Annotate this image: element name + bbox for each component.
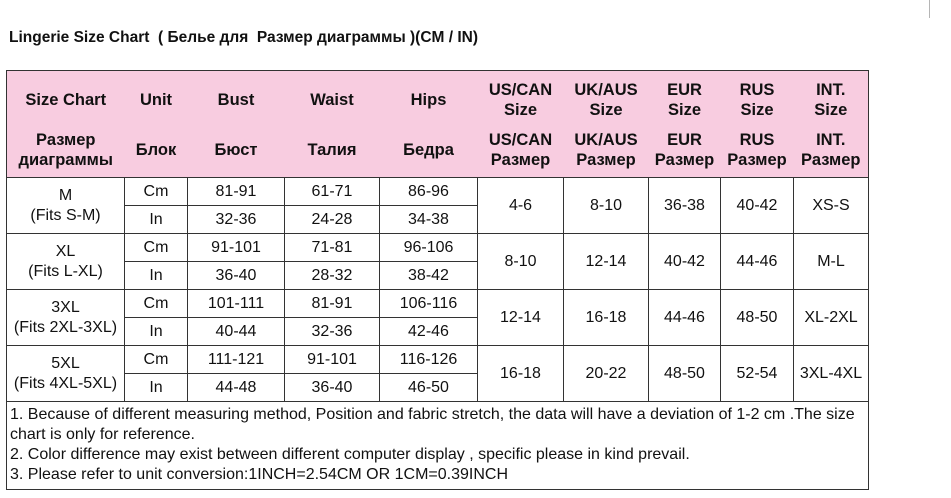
header-text-line: RUS [739,130,775,149]
size-fits-label: (Fits 2XL-3XL) [13,318,118,336]
bust-cm-cell: 81-91 [188,178,285,206]
header-text-line: UK/AUS [574,80,638,99]
unit-cm-cell: Cm [125,234,188,262]
header-uk-aus-size-cell [564,125,649,178]
hips-in-cell: 46-50 [380,374,478,402]
header-text-line: Size [814,100,848,119]
bust-cm-cell: 91-101 [188,234,285,262]
int-size-cell: XL-2XL [794,290,869,346]
header-text-line: US/CAN [488,80,553,99]
size-row-cm [7,234,869,262]
bust-in-cell: 40-44 [188,318,285,346]
bust-cm-cell: 101-111 [188,290,285,318]
int-size-cell: 3XL-4XL [794,346,869,402]
us-can-size-cell: 4-6 [478,178,564,234]
size-fits-label: (Fits L-XL) [28,262,103,280]
size-fits-label: (Fits 4XL-5XL) [13,374,118,392]
bust-in-cell: 36-40 [188,262,285,290]
header-unit-cell: Unit [125,71,188,125]
header-text-line: Size [589,100,623,119]
header-row-english [7,71,869,125]
header-hips-cell: Hips [380,71,478,125]
unit-in-cell: In [125,374,188,402]
header-row-russian [7,125,869,178]
size-label: 5XL [51,354,80,372]
unit-in-cell: In [125,318,188,346]
waist-cm-cell: 61-71 [285,178,380,206]
edge-divider [929,0,930,18]
waist-cm-cell: 71-81 [285,234,380,262]
header-us-can-size-cell [478,71,564,125]
us-can-size-cell: 8-10 [478,234,564,290]
size-label: 3XL [51,298,80,316]
header-text-line: INT. [816,80,846,99]
rus-size-cell: 52-54 [721,346,794,402]
header-unit-cell: Блок [125,125,188,178]
header-bust-cell: Бюст [188,125,285,178]
size-label: M [58,186,73,204]
hips-in-cell: 34-38 [380,206,478,234]
rus-size-cell: 48-50 [721,290,794,346]
unit-cm-cell: Cm [125,178,188,206]
size-chart-table [6,70,869,490]
size-row-cm [7,290,869,318]
waist-cm-cell: 91-101 [285,346,380,374]
size-name-cell [7,290,125,346]
us-can-size-cell: 12-14 [478,290,564,346]
uk-aus-size-cell: 20-22 [564,346,649,402]
int-size-cell: XS-S [794,178,869,234]
hips-cm-cell: 106-116 [380,290,478,318]
header-text-line: Размер [654,150,715,169]
eur-size-cell: 44-46 [649,290,721,346]
us-can-size-cell: 16-18 [478,346,564,402]
eur-size-cell: 40-42 [649,234,721,290]
size-name-cell [7,178,125,234]
header-text-line: US/CAN [488,130,553,149]
notes-cell [7,402,869,490]
size-fits-label: (Fits S-M) [30,206,101,224]
header-hips-cell: Бедра [380,125,478,178]
int-size-cell: M-L [794,234,869,290]
bust-in-cell: 32-36 [188,206,285,234]
header-text-line: Size [667,100,702,119]
header-text-line: INT. [816,130,846,149]
header-waist-cell: Waist [285,71,380,125]
waist-cm-cell: 81-91 [285,290,380,318]
size-name-cell [7,346,125,402]
header-waist-cell: Талия [285,125,380,178]
hips-cm-cell: 116-126 [380,346,478,374]
header-eur-size-cell [649,71,721,125]
header-rus-size-cell [721,71,794,125]
header-text-line: диаграммы [18,150,113,169]
rus-size-cell: 44-46 [721,234,794,290]
header-size-chart-cell [7,125,125,178]
header-text-line: EUR [667,130,702,149]
size-label: XL [55,242,76,260]
size-chart-body [7,71,869,490]
hips-cm-cell: 86-96 [380,178,478,206]
unit-cm-cell: Cm [125,346,188,374]
header-text-line: Размер [36,130,96,149]
header-text-line: RUS [739,80,775,99]
hips-in-cell: 38-42 [380,262,478,290]
note-text: 3. Please refer to unit conversion:1INCH=2.54CM OR 1CM=0.39INCH [10,466,508,483]
header-rus-size-cell [721,125,794,178]
header-text-line: Размер [727,150,787,169]
header-text-line: Size [503,100,538,119]
size-row-cm [7,178,869,206]
unit-cm-cell: Cm [125,290,188,318]
size-name-cell [7,234,125,290]
header-text-line: Size [740,100,774,119]
header-us-can-size-cell [478,125,564,178]
header-text-line: EUR [667,80,702,99]
header-text-line: Размер [801,150,861,169]
bust-in-cell: 44-48 [188,374,285,402]
header-uk-aus-size-cell [564,71,649,125]
header-text-line: Размер [576,150,636,169]
note-text: 1. Because of different measuring method, Position and fabric stretch, the data will have a deviation of 1-2 cm .The size chart is only for reference. [10,406,855,443]
hips-in-cell: 42-46 [380,318,478,346]
size-row-cm [7,346,869,374]
uk-aus-size-cell: 16-18 [564,290,649,346]
header-int-size-cell [794,71,869,125]
uk-aus-size-cell: 8-10 [564,178,649,234]
header-size-chart-cell: Size Chart [7,71,125,125]
page-title: Lingerie Size Chart ( Белье для Размер диаграммы )(CM / IN) [9,29,479,46]
note-text: 2. Color difference may exist between different computer display , specific please in kind prevail. [10,446,690,463]
bust-cm-cell: 111-121 [188,346,285,374]
eur-size-cell: 48-50 [649,346,721,402]
unit-in-cell: In [125,206,188,234]
unit-in-cell: In [125,262,188,290]
header-bust-cell: Bust [188,71,285,125]
waist-in-cell: 36-40 [285,374,380,402]
header-int-size-cell [794,125,869,178]
rus-size-cell: 40-42 [721,178,794,234]
waist-in-cell: 28-32 [285,262,380,290]
notes-row [7,402,869,490]
header-text-line: UK/AUS [574,130,638,149]
hips-cm-cell: 96-106 [380,234,478,262]
waist-in-cell: 24-28 [285,206,380,234]
header-text-line: Размер [490,150,551,169]
eur-size-cell: 36-38 [649,178,721,234]
header-eur-size-cell [649,125,721,178]
uk-aus-size-cell: 12-14 [564,234,649,290]
waist-in-cell: 32-36 [285,318,380,346]
